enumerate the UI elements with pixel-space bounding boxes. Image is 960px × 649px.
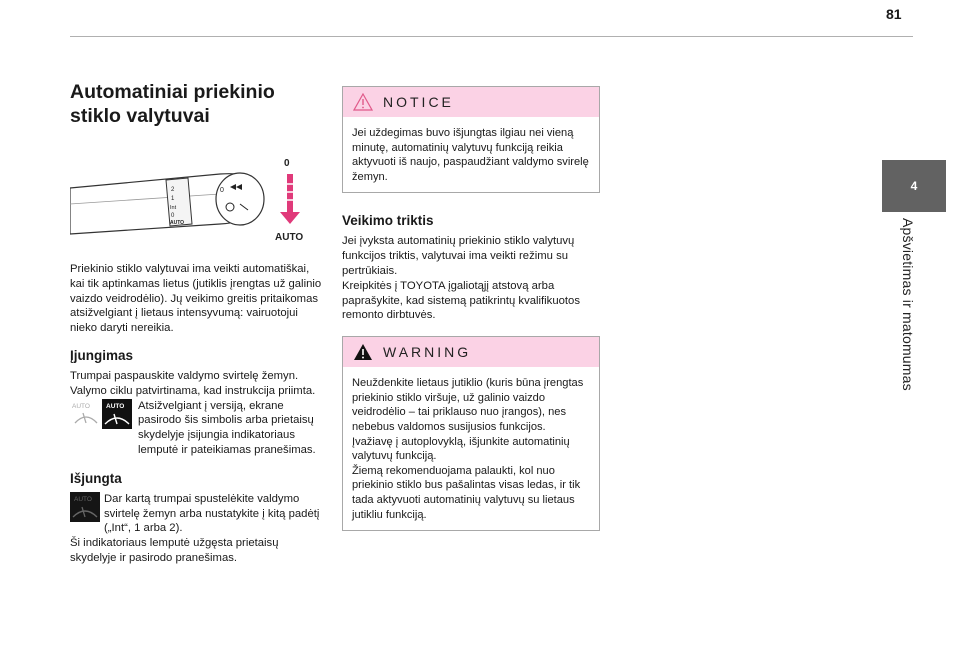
wiper-stalk-illustration — [70, 154, 326, 250]
warning-triangle-icon — [353, 343, 373, 361]
warning-label: WARNING — [383, 344, 472, 361]
deactivation-section — [70, 471, 326, 566]
side-column — [342, 86, 600, 531]
malfunction-text: Jei įvyksta automatinių priekinio stiklo valytuvų funkcijos triktis, valytuvai ima veikti režimu su pertrūkiais. — [342, 235, 575, 277]
wiper-stalk-diagram — [70, 154, 326, 250]
auto-wiper-off-indicator-icon — [70, 492, 100, 522]
svg-text:AUTO: AUTO — [72, 402, 90, 410]
page-title: Automatiniai priekinio stiklo valytuvai — [70, 81, 275, 127]
activation-section — [70, 348, 326, 458]
chapter-title: Apšvietimas ir matomumas — [900, 218, 916, 391]
stalk-pos-2: 2 — [171, 187, 175, 193]
page-number: 81 — [886, 6, 902, 22]
chapter-tab — [882, 160, 946, 212]
activation-indicator-text: Atsižvelgiant į versiją, ekrane pasirodo šis simbolis arba prietaisų skydelyje įsijungia indikatoriaus lemputė ir pateikiamas pranešimas. — [138, 399, 316, 456]
deactivation-indicator-text: Ši indikatoriaus lemputė užgęsta prietaisų skydelyje ir pasirodo pranešimas. — [70, 537, 279, 564]
deactivation-heading: Išjungta — [70, 470, 122, 486]
activation-text: Trumpai paspauskite valdymo svirtelę žemyn. Valymo ciklu patvirtinama, kad instrukcija priimta. — [70, 369, 316, 397]
notice-label: NOTICE — [383, 94, 454, 110]
notice-triangle-icon — [353, 93, 373, 111]
stalk-pos-int: Int — [170, 205, 177, 211]
stalk-pos-1: 1 — [171, 196, 175, 202]
activation-heading: Įjungimas — [70, 347, 134, 363]
main-column — [70, 80, 326, 566]
top-divider — [70, 36, 913, 37]
push-down-arrow-icon — [280, 174, 300, 224]
malfunction-dealer-text: Kreipkitės į TOYOTA įgaliotąjį atstovą arba paprašykite, kad sistemą patikrintų kvalifikuotos remonto dirbtuvės. — [342, 279, 580, 322]
svg-text:AUTO: AUTO — [106, 402, 125, 410]
notice-header — [343, 87, 599, 117]
warning-text: Neuždenkite lietaus jutiklio (kuris būna įrengtas priekinio stiklo viršuje, už galinio vaizdo veidrodėlio – tai priklauso nuo įrangos), nes nebebus valdomos susijusios funkcijos. — [352, 377, 584, 433]
notice-text: Jei uždegimas buvo išjungtas ilgiau nei vieną minutę, automatinių valytuvų funkciją reikia aktyvuoti iš naujo, paspaudžiant valdymo svirelę žemyn. — [352, 127, 589, 183]
auto-wiper-indicator-icons — [70, 399, 134, 431]
chapter-number: 4 — [910, 179, 918, 193]
warning-header — [343, 337, 599, 367]
off-position-label: 0 — [284, 158, 290, 169]
notice-box — [342, 86, 600, 193]
malfunction-heading: Veikimo triktis — [342, 213, 434, 229]
malfunction-section — [342, 213, 600, 323]
auto-position-label: AUTO — [275, 232, 304, 243]
svg-text:0: 0 — [220, 187, 224, 194]
svg-text:AUTO: AUTO — [74, 495, 92, 503]
intro-text: Priekinio stiklo valytuvai ima veikti automatiškai, kai tik aptinkamas lietus (jutiklis įrengtas už galinio vaizdo veidrodėlio). Jų veikimo greitis pritaikomas atsižvelgiant į lietaus intensyvumą: vairuotojui nieko daryti nereikia. — [70, 263, 322, 335]
deactivation-text: Dar kartą trumpai spustelėkite valdymo svirtelę žemyn arba nustatykite į kitą padėtį („Int“, 1 arba 2). — [104, 492, 320, 535]
warning-carwash-text: Įvažiavę į autoplovyklą, išjunkite automatinių valytuvų funkciją. — [352, 435, 570, 463]
warning-box — [342, 336, 600, 531]
warning-winter-text: Žiemą rekomenduojama palaukti, kol nuo priekinio stiklo bus pašalintas visas ledas, ir tik tada aktyvuoti automatinių valytuvų su lietaus jutikliu funkciją. — [352, 464, 581, 521]
stalk-pos-auto: AUTO — [170, 220, 185, 226]
stalk-pos-0: 0 — [171, 213, 175, 219]
